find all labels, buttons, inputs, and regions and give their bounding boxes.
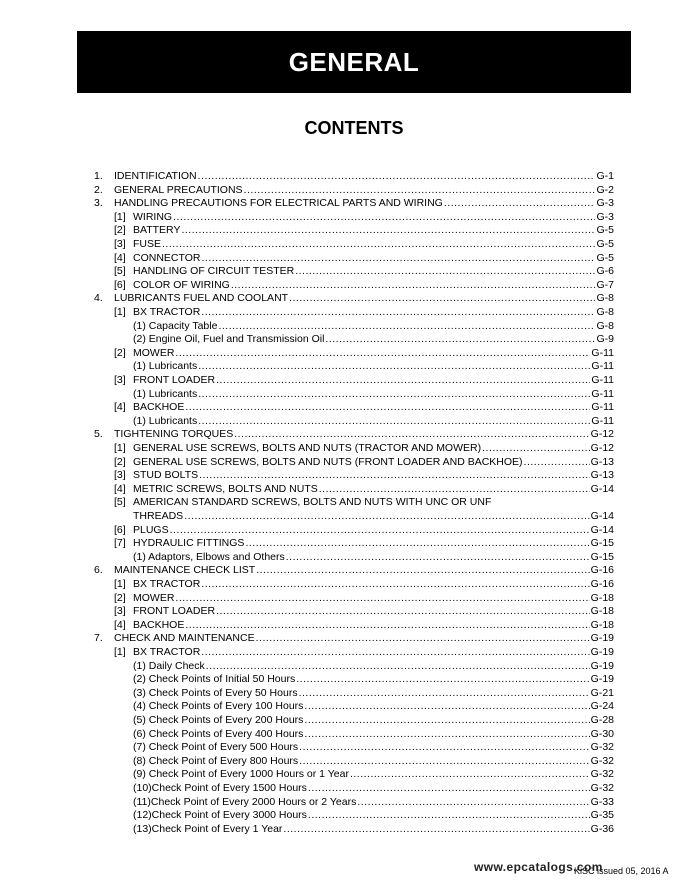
- toc-entry-title: (1) Capacity Table: [133, 319, 218, 332]
- toc-entry-number: 7.: [94, 632, 103, 645]
- toc-entry-title: (9) Check Point of Every 1000 Hours or 1 Year: [133, 768, 349, 781]
- toc-entry[interactable]: [114, 496, 614, 509]
- toc-entry[interactable]: [114, 401, 614, 414]
- toc-entry-title: BX TRACTOR: [133, 578, 201, 590]
- toc-entry-number: [4]: [114, 618, 126, 631]
- dot-leader: [201, 306, 595, 319]
- toc-entry[interactable]: [114, 482, 614, 496]
- dot-leader: [198, 170, 596, 183]
- dot-leader: [244, 184, 596, 197]
- toc-entry-title: BX TRACTOR: [133, 306, 201, 318]
- toc-entry-page: G-19: [590, 632, 614, 645]
- toc-entry-number: [5]: [114, 496, 126, 509]
- toc-entry[interactable]: [94, 428, 614, 441]
- toc-entry-title: CHECK AND MAINTENANCE: [114, 632, 255, 645]
- toc-entry[interactable]: [133, 796, 614, 809]
- dot-leader: [216, 374, 590, 387]
- dot-leader: [201, 578, 589, 591]
- toc-entry-number: [3]: [114, 605, 126, 618]
- toc-entry-page: G-32: [590, 754, 614, 767]
- toc-entry-page: G-14: [590, 523, 614, 536]
- toc-entry-title: STUD BOLTS: [133, 469, 199, 482]
- toc-entry-page: G-30: [590, 727, 614, 740]
- dot-leader: [231, 279, 596, 292]
- toc-entry[interactable]: [133, 809, 614, 822]
- dot-leader: [216, 605, 590, 618]
- toc-entry-page: G-9: [596, 333, 614, 346]
- toc-entry[interactable]: [133, 714, 614, 727]
- dot-leader: [206, 660, 590, 673]
- toc-entry-page: G-11: [591, 414, 614, 427]
- toc-entry-page: G-5: [596, 238, 614, 250]
- toc-entry-number: [3]: [114, 469, 126, 482]
- toc-entry[interactable]: [133, 551, 614, 564]
- toc-entry-page: G-32: [590, 768, 614, 781]
- toc-entry-page: G-12: [590, 428, 614, 441]
- toc-entry[interactable]: [133, 768, 614, 781]
- toc-entry[interactable]: [133, 782, 614, 795]
- toc-entry-number: 5.: [94, 428, 103, 441]
- dot-leader: [286, 551, 590, 564]
- toc-entry-title: HANDLING OF CIRCUIT TESTER: [133, 265, 295, 278]
- toc-entry[interactable]: [133, 741, 614, 754]
- toc-entry-number: [1]: [114, 442, 126, 454]
- dot-leader: [198, 388, 590, 401]
- dot-leader: [299, 755, 590, 768]
- toc-entry[interactable]: [114, 605, 614, 618]
- toc-entry[interactable]: [114, 469, 614, 482]
- toc-entry[interactable]: [114, 537, 614, 550]
- toc-entry-title: (2) Engine Oil, Fuel and Transmission Oil: [133, 333, 325, 346]
- dot-leader: [185, 401, 590, 414]
- toc-entry-title: PLUGS: [133, 523, 169, 536]
- toc-entry[interactable]: [133, 728, 614, 741]
- toc-entry-number: 2.: [94, 183, 103, 196]
- toc-entry-title: BACKHOE: [133, 401, 185, 414]
- toc-entry[interactable]: [133, 823, 614, 836]
- toc-entry-title: FRONT LOADER: [133, 605, 216, 618]
- dot-leader: [308, 809, 590, 822]
- toc-entry-number: [2]: [114, 346, 126, 359]
- toc-entry-number: 3.: [94, 197, 103, 210]
- toc-entry-page: G-11: [591, 387, 614, 400]
- toc-entry-title: HYDRAULIC FITTINGS: [133, 537, 245, 550]
- document-code: KiSC issued 05, 2016 A: [574, 866, 669, 876]
- toc-entry-title: TIGHTENING TORQUES: [114, 428, 234, 441]
- toc-entry-page: G-8: [596, 306, 614, 318]
- toc-entry-title: (8) Check Point of Every 800 Hours: [133, 754, 299, 767]
- toc-entry-title: FUSE: [133, 238, 162, 250]
- toc-entry-title: LUBRICANTS FUEL AND COOLANT: [114, 292, 289, 305]
- dot-leader: [175, 347, 590, 360]
- toc-entry-page: G-11: [591, 374, 614, 386]
- toc-entry-page: G-19: [590, 659, 614, 672]
- toc-entry-page: G-28: [590, 714, 614, 726]
- dot-leader: [245, 537, 589, 550]
- toc-entry[interactable]: [114, 210, 614, 224]
- toc-entry-title: (7) Check Point of Every 500 Hours: [133, 741, 299, 754]
- toc-entry-page: G-14: [590, 482, 614, 495]
- toc-entry[interactable]: [133, 687, 614, 700]
- toc-entry-title: FRONT LOADER: [133, 374, 216, 386]
- section-banner: GENERAL: [77, 31, 631, 93]
- toc-entry-number: 6.: [94, 564, 103, 577]
- toc-entry[interactable]: [94, 564, 614, 577]
- toc-entry-title: GENERAL USE SCREWS, BOLTS AND NUTS (TRACTOR AND MOWER): [133, 442, 482, 454]
- dot-leader: [295, 265, 595, 278]
- toc-entry[interactable]: [114, 374, 614, 387]
- dot-leader: [198, 415, 590, 428]
- dot-leader: [185, 619, 589, 632]
- dot-leader: [299, 687, 590, 700]
- toc-entry-page: G-16: [590, 564, 614, 577]
- toc-entry-page: G-13: [590, 455, 614, 468]
- toc-entry-title: HANDLING PRECAUTIONS FOR ELECTRICAL PARTS AND WIRING: [114, 197, 443, 210]
- watermark-url[interactable]: www.epcatalogs.com: [474, 860, 603, 874]
- toc-entry[interactable]: [114, 578, 614, 591]
- toc-entry[interactable]: [114, 523, 614, 537]
- toc-entry-number: [1]: [114, 210, 126, 223]
- toc-entry-title: (4) Check Points of Every 100 Hours: [133, 700, 304, 713]
- toc-entry-page: G-32: [590, 741, 614, 754]
- toc-entry-number: [1]: [114, 306, 126, 318]
- toc-entry-title: (1) Daily Check: [133, 659, 205, 672]
- toc-entry-number: [5]: [114, 265, 126, 278]
- toc-entry-page: G-14: [590, 510, 614, 522]
- toc-entry[interactable]: [133, 700, 614, 713]
- toc-entry[interactable]: [94, 632, 614, 645]
- toc-entry-title: COLOR OF WIRING: [133, 278, 230, 291]
- toc-entry-page: G-21: [590, 686, 614, 699]
- dot-leader: [304, 714, 589, 727]
- toc-entry[interactable]: [133, 360, 614, 373]
- toc-entry-page: G-11: [591, 346, 614, 359]
- dot-leader: [325, 333, 595, 346]
- toc-entry-number: 1.: [94, 170, 103, 182]
- toc-entry-title: (3) Check Points of Every 50 Hours: [133, 686, 298, 699]
- dot-leader: [444, 197, 596, 210]
- toc-entry-page: G-32: [590, 782, 614, 794]
- toc-entry[interactable]: [114, 265, 614, 278]
- toc-entry[interactable]: [114, 224, 614, 237]
- toc-entry-number: [2]: [114, 591, 126, 604]
- toc-entry-page: G-3: [596, 197, 614, 210]
- toc-entry-number: [4]: [114, 482, 126, 495]
- toc-entry-title: METRIC SCREWS, BOLTS AND NUTS: [133, 482, 318, 495]
- toc-entry-number: [7]: [114, 537, 126, 550]
- toc-entry-title: (1) Adaptors, Elbows and Others: [133, 550, 285, 563]
- toc-entry-title: MOWER: [133, 591, 175, 604]
- toc-entry-title: AMERICAN STANDARD SCREWS, BOLTS AND NUTS WITH UNC OR UNF: [133, 496, 492, 509]
- toc-entry[interactable]: [133, 415, 614, 428]
- toc-entry-page: G-13: [590, 469, 614, 482]
- toc-entry-page: G-11: [591, 360, 614, 373]
- toc-entry[interactable]: [114, 646, 614, 659]
- toc-entry-title: IDENTIFICATION: [114, 170, 197, 182]
- toc-entry-title: (1) Lubricants: [133, 360, 198, 373]
- toc-entry-title: (6) Check Points of Every 400 Hours: [133, 727, 304, 740]
- dot-leader: [350, 768, 590, 781]
- toc-entry-title: BATTERY: [133, 224, 181, 237]
- toc-entry-title: (12)Check Point of Every 3000 Hours: [133, 809, 307, 822]
- toc-entry-page: G-33: [590, 795, 614, 808]
- toc-entry[interactable]: [114, 251, 614, 265]
- toc-entry-title: MOWER: [133, 346, 175, 359]
- dot-leader: [283, 823, 589, 836]
- toc-entry[interactable]: [114, 618, 614, 632]
- toc-entry[interactable]: [114, 346, 614, 360]
- toc-entry-title: (1) Lubricants: [133, 414, 198, 427]
- toc-entry-number: [3]: [114, 238, 126, 250]
- toc-entry-number: [4]: [114, 251, 126, 264]
- toc-entry[interactable]: [94, 170, 614, 183]
- toc-entry-page: G-18: [590, 605, 614, 618]
- dot-leader: [162, 238, 595, 251]
- toc-entry-page: G-16: [590, 578, 614, 590]
- dot-leader: [319, 483, 590, 496]
- dot-leader: [304, 728, 589, 741]
- toc-entry[interactable]: [133, 333, 614, 346]
- dot-leader: [170, 524, 590, 537]
- toc-entry-page: G-12: [590, 442, 614, 454]
- dot-leader: [256, 564, 589, 577]
- dot-leader: [198, 360, 590, 373]
- toc-entry[interactable]: [94, 197, 614, 210]
- dot-leader: [173, 211, 595, 224]
- toc-entry-title: GENERAL PRECAUTIONS: [114, 183, 243, 196]
- toc-entry-page: G-7: [596, 278, 614, 291]
- dot-leader: [184, 510, 589, 523]
- toc-entry-page: G-6: [596, 265, 614, 278]
- dot-leader: [181, 224, 595, 237]
- toc-entry-page: G-15: [590, 537, 614, 550]
- toc-entry-page: G-36: [590, 822, 614, 835]
- toc-entry[interactable]: [114, 591, 614, 605]
- dot-leader: [482, 442, 590, 455]
- toc-entry-number: [1]: [114, 578, 126, 590]
- dot-leader: [296, 673, 589, 686]
- toc-entry-number: [2]: [114, 224, 126, 237]
- toc-entry[interactable]: [133, 660, 614, 673]
- toc-entry-page: G-3: [596, 210, 614, 223]
- toc-entry-title: GENERAL USE SCREWS, BOLTS AND NUTS (FRONT LOADER AND BACKHOE): [133, 455, 523, 468]
- dot-leader: [218, 320, 595, 333]
- toc-entry[interactable]: [133, 755, 614, 768]
- contents-heading: CONTENTS: [304, 118, 404, 138]
- toc-entry-page: G-19: [590, 646, 614, 658]
- toc-entry-page: G-19: [590, 673, 614, 686]
- toc-entry-page: G-18: [590, 618, 614, 631]
- dot-leader: [201, 646, 589, 659]
- toc-entry-number: [6]: [114, 278, 126, 291]
- toc-entry-number: [2]: [114, 455, 126, 468]
- toc-entry-title: BACKHOE: [133, 618, 185, 631]
- toc-entry-number: [3]: [114, 374, 126, 386]
- toc-entry-title: (11)Check Point of Every 2000 Hours or 2 Years: [133, 795, 357, 808]
- toc-entry-title: WIRING: [133, 210, 173, 223]
- toc-entry-title: MAINTENANCE CHECK LIST: [114, 564, 256, 577]
- dot-leader: [199, 469, 590, 482]
- dot-leader: [175, 592, 589, 605]
- toc-entry-title: (2) Check Points of Initial 50 Hours: [133, 673, 296, 686]
- toc-entry-page: G-1: [596, 170, 614, 182]
- dot-leader: [201, 252, 595, 265]
- dot-leader: [234, 428, 589, 441]
- toc-entry[interactable]: [114, 455, 614, 469]
- dot-leader: [524, 456, 590, 469]
- toc-entry-page: G-11: [591, 401, 614, 414]
- toc-entry-page: G-35: [590, 809, 614, 822]
- toc-entry-title: (13)Check Point of Every 1 Year: [133, 822, 283, 835]
- toc-entry[interactable]: [114, 278, 614, 292]
- toc-entry[interactable]: [133, 673, 614, 686]
- toc-entry-number: [4]: [114, 401, 126, 414]
- toc-entry-title: (5) Check Points of Every 200 Hours: [133, 714, 304, 726]
- toc-entry-page: G-2: [596, 183, 614, 196]
- toc-entry-page: G-5: [596, 251, 614, 264]
- toc-entry-page: G-5: [596, 224, 614, 237]
- dot-leader: [299, 741, 590, 754]
- toc-entry-number: [1]: [114, 646, 126, 658]
- toc-entry[interactable]: [133, 388, 614, 401]
- dot-leader: [256, 632, 590, 645]
- toc-entry[interactable]: [133, 320, 614, 333]
- dot-leader: [357, 796, 589, 809]
- toc-entry-page: G-24: [590, 700, 614, 713]
- dot-leader: [304, 700, 589, 713]
- toc-entry-page: G-15: [590, 550, 614, 563]
- toc-entry[interactable]: [94, 292, 614, 305]
- toc-entry-page: G-8: [596, 292, 614, 305]
- toc-entry[interactable]: [114, 306, 614, 319]
- toc-entry[interactable]: [94, 183, 614, 197]
- toc-entry-title: (10)Check Point of Every 1500 Hours: [133, 782, 307, 794]
- toc-entry-number: [6]: [114, 523, 126, 536]
- toc-entry-title: THREADS: [133, 510, 184, 522]
- toc-entry-page: G-18: [590, 591, 614, 604]
- toc-entry-number: 4.: [94, 292, 103, 305]
- toc-entry[interactable]: [114, 238, 614, 251]
- dot-leader: [308, 782, 590, 795]
- toc-entry-title: (1) Lubricants: [133, 387, 198, 400]
- toc-entry-page: G-8: [596, 319, 614, 332]
- dot-leader: [289, 292, 595, 305]
- toc-entry[interactable]: [114, 442, 614, 455]
- toc-entry-title: BX TRACTOR: [133, 646, 201, 658]
- toc-entry-title: CONNECTOR: [133, 251, 201, 264]
- toc-entry[interactable]: [133, 510, 614, 523]
